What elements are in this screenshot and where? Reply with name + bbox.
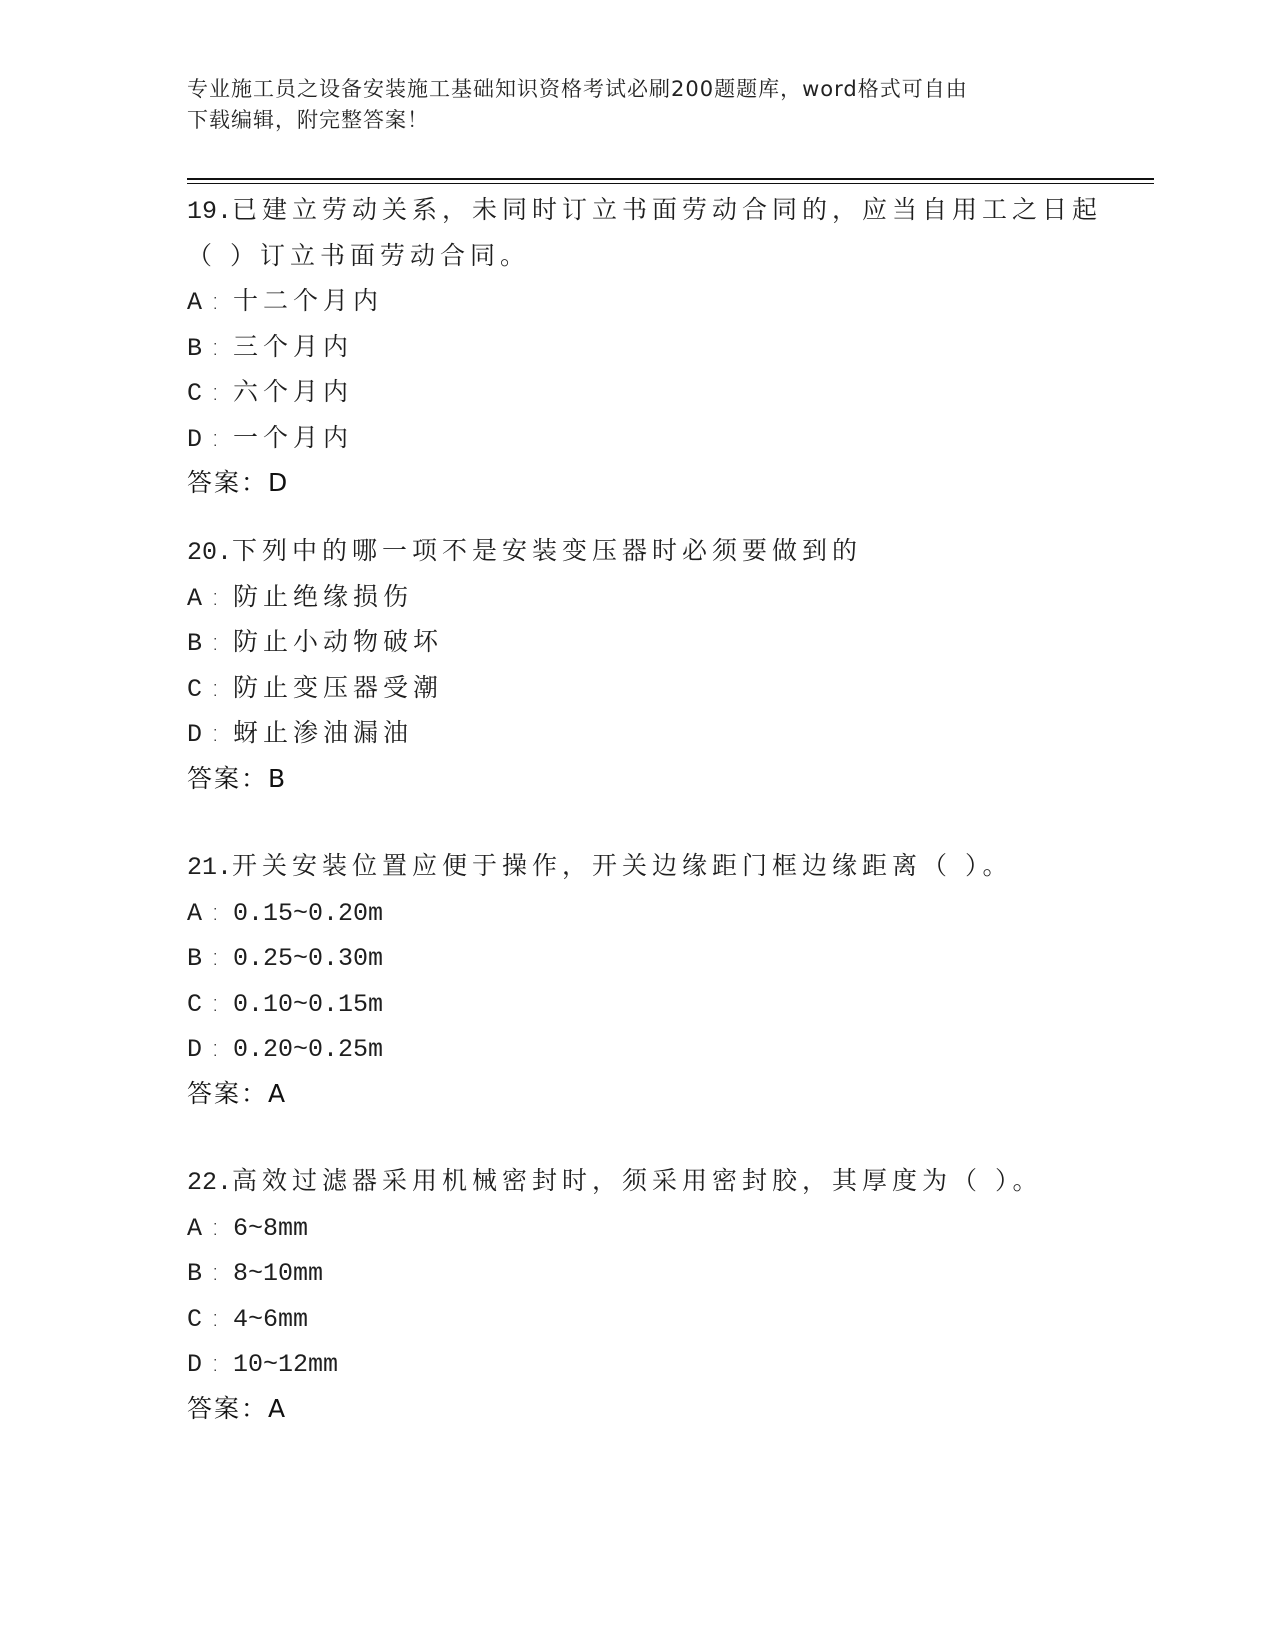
option-text: 防止绝缘损伤 [233, 581, 414, 611]
answer-label: 答案： [187, 468, 269, 497]
option-text: 10~12mm [233, 1350, 339, 1379]
question-20 [187, 528, 1087, 801]
option-text: 防止小动物破坏 [233, 627, 444, 656]
option-text: 0.10~0.15m [233, 989, 384, 1019]
option-text: 三个月内 [233, 331, 354, 361]
document-header [187, 74, 1067, 136]
option-letter: B [187, 1259, 203, 1288]
option-d: D : 10~12mm [187, 1340, 1087, 1386]
option-text: 8~10mm [233, 1259, 324, 1288]
option-letter: C [187, 1304, 203, 1334]
answer-value: B [268, 763, 286, 793]
question-text: 下列中的哪一项不是安装变压器时必须要做到的 [232, 536, 863, 565]
option-d: D : 0.20~0.25m [187, 1025, 1087, 1071]
option-c: C : 4~6mm [187, 1295, 1087, 1341]
option-b: B : 0.25~0.30m [187, 934, 1087, 980]
option-c: C : 六个月内 [187, 369, 1087, 415]
question-number: 22. [187, 1168, 233, 1197]
option-text: 蚜止渗油漏油 [233, 718, 414, 747]
option-text: 0.25~0.30m [233, 944, 384, 973]
option-b: B : 防止小动物破坏 [187, 619, 1087, 665]
question-number: 21. [187, 853, 233, 882]
option-text: 防止变压器受潮 [233, 672, 444, 702]
option-text: 一个月内 [233, 422, 354, 452]
answer-line [187, 460, 1087, 506]
answer-value: D [268, 468, 288, 497]
option-text: 0.20~0.25m [233, 1035, 384, 1064]
option-letter: C [187, 674, 203, 704]
option-letter: A [187, 1213, 203, 1243]
answer-value: A [268, 1393, 286, 1423]
answer-label: 答案： [187, 1393, 269, 1423]
option-letter: A [187, 583, 203, 613]
option-text: 6~8mm [233, 1213, 309, 1243]
option-letter: D [187, 1035, 203, 1064]
option-b: B : 三个月内 [187, 324, 1087, 370]
question-number: 19. [187, 197, 233, 226]
option-a: A : 0.15~0.20m [187, 889, 1087, 935]
question-stem [187, 528, 1087, 574]
question-number: 20. [187, 538, 233, 567]
option-a: A : 6~8mm [187, 1204, 1087, 1250]
question-21 [187, 843, 1087, 1116]
question-19 [187, 187, 1103, 506]
header-line-2: 下载编辑，附完整答案！ [187, 108, 429, 132]
header-divider-thick [187, 178, 1154, 180]
option-letter: D [187, 424, 203, 454]
option-letter: B [187, 333, 203, 363]
option-text: 0.15~0.20m [233, 898, 384, 928]
answer-line [187, 756, 1087, 802]
answer-label: 答案： [187, 1078, 269, 1108]
answer-line [187, 1071, 1087, 1117]
option-letter: D [187, 720, 203, 749]
option-b: B : 8~10mm [187, 1249, 1087, 1295]
option-letter: A [187, 288, 203, 317]
option-c: C : 0.10~0.15m [187, 980, 1087, 1026]
question-stem [187, 1158, 1087, 1204]
question-text: 开关安装位置应便于操作，开关边缘距门框边缘距离（ ）。 [232, 851, 1013, 880]
question-stem [187, 187, 1103, 233]
answer-line [187, 1386, 1087, 1432]
question-stem-continued: （ ）订立书面劳动合同。 [187, 240, 530, 270]
question-text: 高效过滤器采用机械密封时，须采用密封胶，其厚度为（ ）。 [232, 1166, 1043, 1195]
question-text: 已建立劳动关系，未同时订立书面劳动合同的，应当自用工之日起 [232, 195, 1103, 224]
option-letter: A [187, 898, 203, 928]
option-a: A : 十二个月内 [187, 278, 1087, 324]
answer-value: A [268, 1078, 286, 1108]
option-letter: B [187, 944, 203, 973]
option-a: A : 防止绝缘损伤 [187, 574, 1087, 620]
option-text: 六个月内 [233, 377, 354, 406]
option-text: 十二个月内 [233, 286, 384, 315]
answer-label: 答案： [187, 763, 269, 793]
question-22 [187, 1158, 1087, 1431]
option-letter: C [187, 989, 203, 1019]
option-d: D : 蚜止渗油漏油 [187, 710, 1087, 756]
option-d: D : 一个月内 [187, 415, 1087, 461]
option-text: 4~6mm [233, 1304, 309, 1334]
option-letter: C [187, 379, 203, 408]
header-divider-thin [187, 183, 1154, 184]
option-c: C : 防止变压器受潮 [187, 665, 1087, 711]
question-stem [187, 843, 1087, 889]
header-line-1: 专业施工员之设备安装施工基础知识资格考试必刷200题题库，word格式可自由 [187, 77, 968, 101]
option-letter: B [187, 629, 203, 658]
option-letter: D [187, 1350, 203, 1379]
